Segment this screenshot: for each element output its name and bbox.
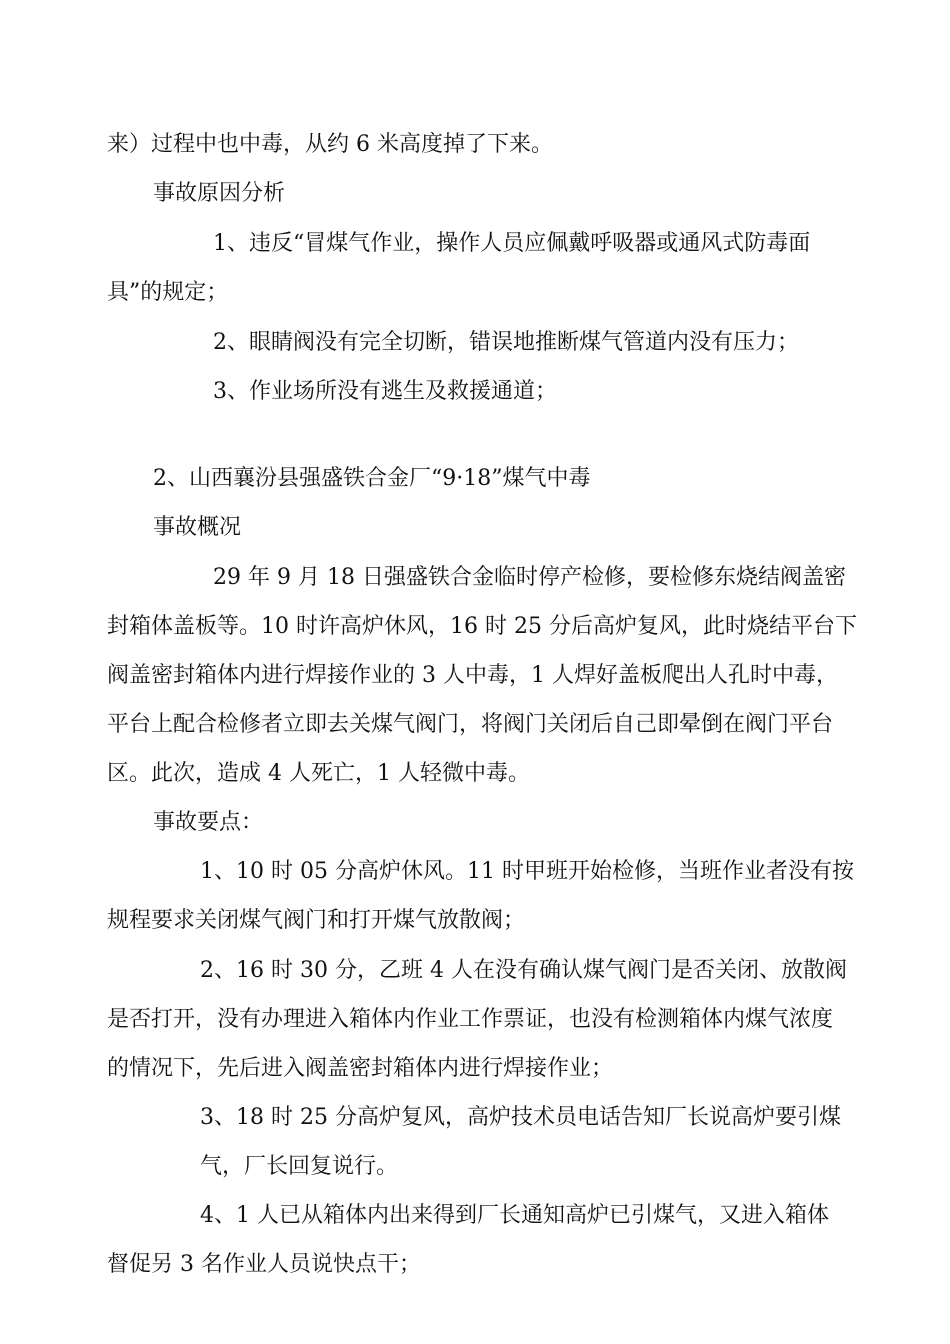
text-line: 3、18 时 25 分高炉复风，高炉技术员电话告知厂长说高炉要引煤 (200, 1105, 841, 1130)
text-line: 规程要求关闭煤气阀门和打开煤气放散阀； (107, 908, 526, 933)
text-line: 气，厂长回复说行。 (200, 1154, 399, 1179)
section-heading: 事故概况 (153, 515, 242, 540)
text-line: 督促另 3 名作业人员说快点干； (107, 1252, 421, 1277)
text-line: 的情况下，先后进入阀盖密封箱体内进行焊接作业； (107, 1056, 614, 1081)
text-line: 4、1 人已从箱体内出来得到厂长通知高炉已引煤气，又进入箱体 (200, 1203, 829, 1228)
text-line: 区。此次，造成 4 人死亡，1 人轻微中毒。 (107, 761, 530, 786)
text-line: 平台上配合检修者立即去关煤气阀门，将阀门关闭后自己即晕倒在阀门平台 (107, 712, 834, 737)
text-line: 来）过程中也中毒，从约 6 米高度掉了下来。 (107, 132, 553, 157)
text-line: 阀盖密封箱体内进行焊接作业的 3 人中毒，1 人焊好盖板爬出人孔时中毒， (107, 663, 838, 688)
text-line: 1、10 时 05 分高炉休风。11 时甲班开始检修，当班作业者没有按 (200, 859, 854, 884)
text-line: 1、违反“冒煤气作业，操作人员应佩戴呼吸器或通风式防毒面 (213, 231, 811, 256)
text-line: 3、作业场所没有逃生及救援通道； (213, 379, 557, 404)
text-line: 具”的规定； (107, 280, 229, 305)
section-heading: 2、山西襄汾县强盛铁合金厂“9·18”煤气中毒 (153, 466, 591, 491)
text-line: 封箱体盖板等。10 时许高炉休风，16 时 25 分后高炉复风，此时烧结平台下 (107, 614, 857, 639)
text-line: 是否打开，没有办理进入箱体内作业工作票证，也没有检测箱体内煤气浓度 (107, 1007, 834, 1032)
text-line: 2、16 时 30 分，乙班 4 人在没有确认煤气阀门是否关闭、放散阀 (200, 958, 847, 983)
text-line: 2、眼睛阀没有完全切断，错误地推断煤气管道内没有压力； (213, 330, 799, 355)
section-heading: 事故原因分析 (153, 181, 286, 206)
section-heading: 事故要点： (153, 810, 264, 835)
text-line: 29 年 9 月 18 日强盛铁合金临时停产检修，要检修东烧结阀盖密 (213, 565, 846, 590)
